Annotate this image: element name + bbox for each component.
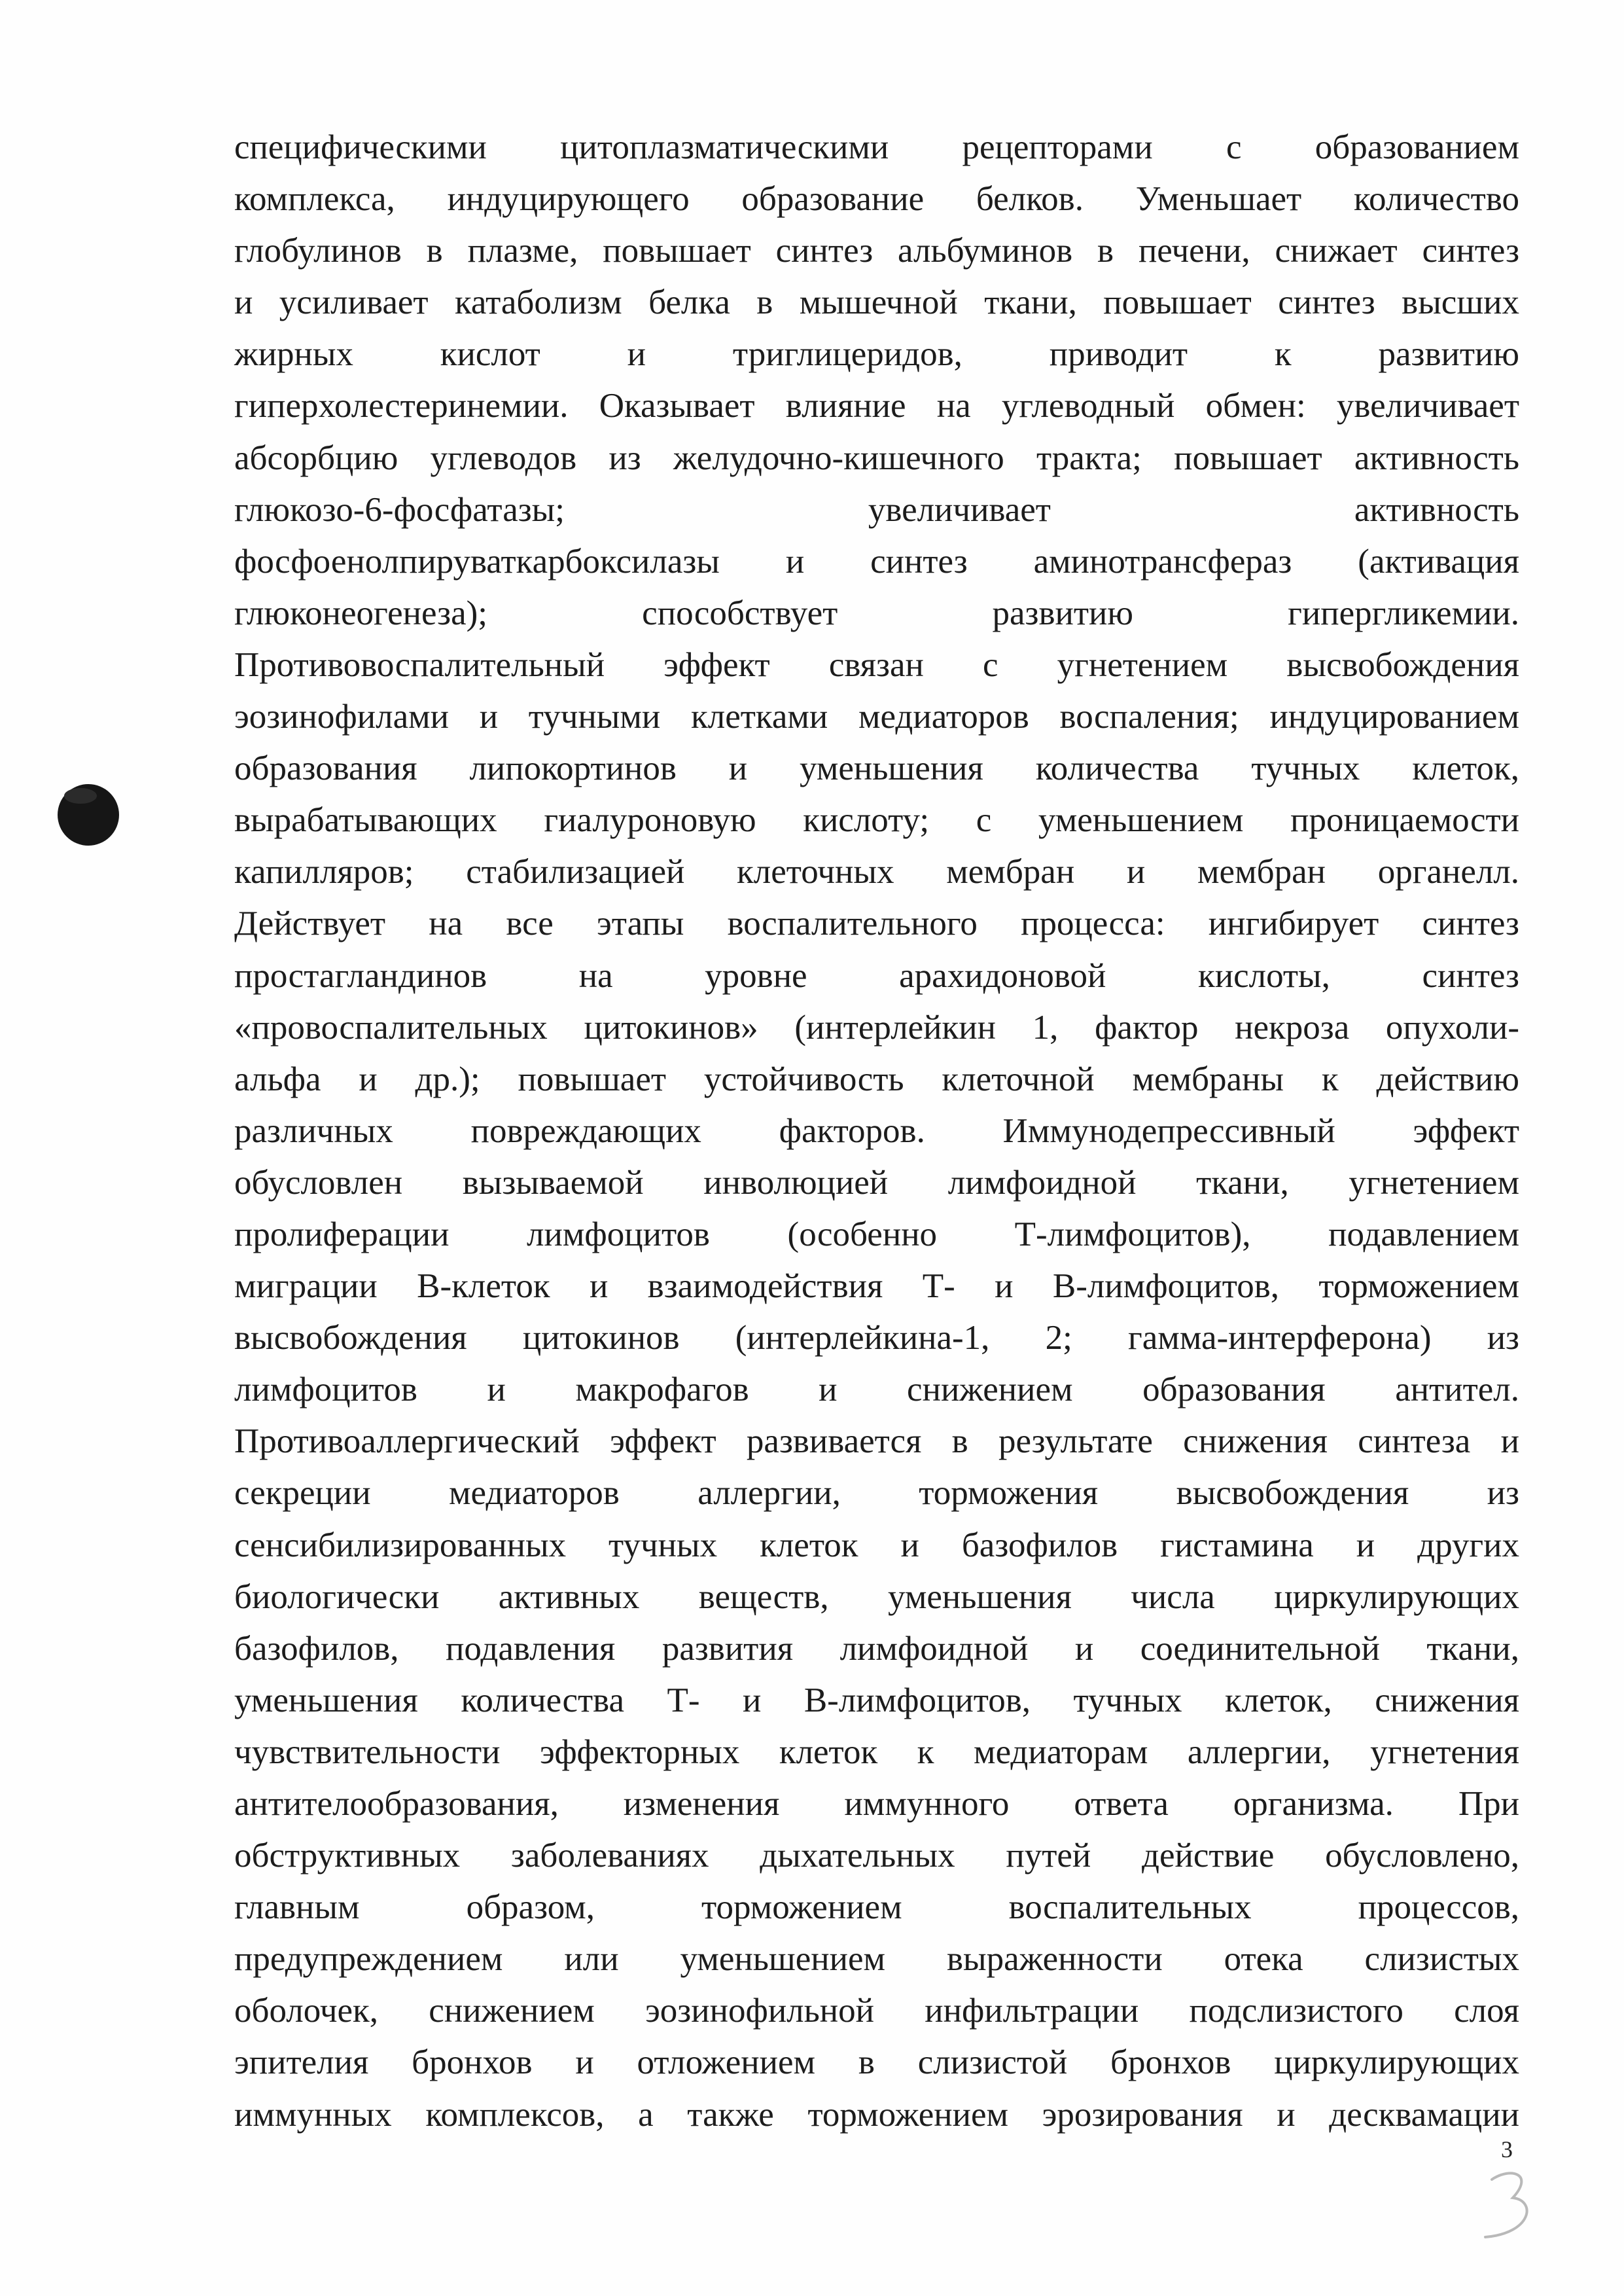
text-line: лимфоцитов и макрофагов и снижением образования антител. (234, 1371, 1519, 1409)
text-line: базофилов, подавления развития лимфоидной и соединительной ткани, (234, 1629, 1519, 1668)
text-line: главным образом, торможением воспалительных процессов, (234, 1888, 1519, 1927)
text-line: Противоаллергический эффект развивается в результате снижения синтеза и (234, 1422, 1519, 1461)
text-line: секреции медиаторов аллергии, торможения высвобождения из (234, 1474, 1519, 1513)
text-line: «провоспалительных цитокинов» (интерлейкин 1, фактор некроза опухоли- (234, 1008, 1519, 1047)
text-line: глюконеогенеза); способствует развитию гипергликемии. (234, 594, 1519, 632)
page-number: 3 (1501, 2136, 1513, 2162)
text-line: абсорбцию углеводов из желудочно-кишечного тракта; повышает активность (234, 439, 1519, 477)
text-line: иммунных комплексов, а также торможением эрозирования и десквамации (234, 2095, 1519, 2134)
text-line: жирных кислот и триглицеридов, приводит к развитию (234, 335, 1519, 374)
text-line: оболочек, снижением эозинофильной инфильтрации подслизистого слоя (234, 1992, 1519, 2030)
text-line: вырабатывающих гиалуроновую кислоту; с уменьшением проницаемости (234, 801, 1519, 840)
text-line: уменьшения количества Т- и В-лимфоцитов, тучных клеток, снижения (234, 1681, 1519, 1719)
text-line: глюкозо-6-фосфатазы; увеличивает активность (234, 490, 1519, 529)
handwritten-page-mark (1472, 2160, 1544, 2245)
text-line: обструктивных заболеваниях дыхательных путей действие обусловлено, (234, 1837, 1519, 1875)
text-line: различных повреждающих факторов. Иммунодепрессивный эффект (234, 1111, 1519, 1150)
text-line: эпителия бронхов и отложением в слизистой бронхов циркулирующих (234, 2043, 1519, 2082)
text-line: биологически активных веществ, уменьшения числа циркулирующих (234, 1577, 1519, 1616)
text-line: сенсибилизированных тучных клеток и базофилов гистамина и других (234, 1526, 1519, 1564)
text-line: глобулинов в плазме, повышает синтез альбуминов в печени, снижает синтез (234, 232, 1519, 270)
text-line: комплекса, индуцирующего образование белков. Уменьшает количество (234, 180, 1519, 219)
text-line: альфа и др.); повышает устойчивость клеточной мембраны к действию (234, 1060, 1519, 1098)
text-line: гиперхолестеринемии. Оказывает влияние на углеводный обмен: увеличивает (234, 387, 1519, 425)
text-line: высвобождения цитокинов (интерлейкина-1, 2; гамма-интерферона) из (234, 1319, 1519, 1357)
text-line: обусловлен вызываемой инволюцией лимфоидной ткани, угнетением (234, 1163, 1519, 1202)
text-line: Действует на все этапы воспалительного процесса: ингибирует синтез (234, 905, 1519, 943)
text-line: пролиферации лимфоцитов (особенно Т-лимфоцитов), подавлением (234, 1215, 1519, 1253)
text-line: антителообразования, изменения иммунного ответа организма. При (234, 1785, 1519, 1823)
text-line: образования липокортинов и уменьшения количества тучных клеток, (234, 749, 1519, 788)
text-line: капилляров; стабилизацией клеточных мембран и мембран органелл. (234, 853, 1519, 891)
punch-hole-mark (58, 784, 119, 846)
text-line: предупреждением или уменьшением выраженности отека слизистых (234, 1940, 1519, 1979)
body-text (234, 122, 1519, 2141)
text-line: эозинофилами и тучными клетками медиаторов воспаления; индуцированием (234, 698, 1519, 736)
text-line: миграции В-клеток и взаимодействия Т- и В-лимфоцитов, торможением (234, 1267, 1519, 1306)
text-line: фосфоенолпируваткарбоксилазы и синтез аминотрансфераз (активация (234, 542, 1519, 581)
text-line: Противовоспалительный эффект связан с угнетением высвобождения (234, 645, 1519, 684)
text-line: специфическими цитоплазматическими рецепторами с образованием (234, 128, 1519, 166)
text-line: чувствительности эффекторных клеток к медиаторам аллергии, угнетения (234, 1732, 1519, 1771)
text-line: простагландинов на уровне арахидоновой кислоты, синтез (234, 956, 1519, 995)
text-line: и усиливает катаболизм белка в мышечной ткани, повышает синтез высших (234, 283, 1519, 322)
